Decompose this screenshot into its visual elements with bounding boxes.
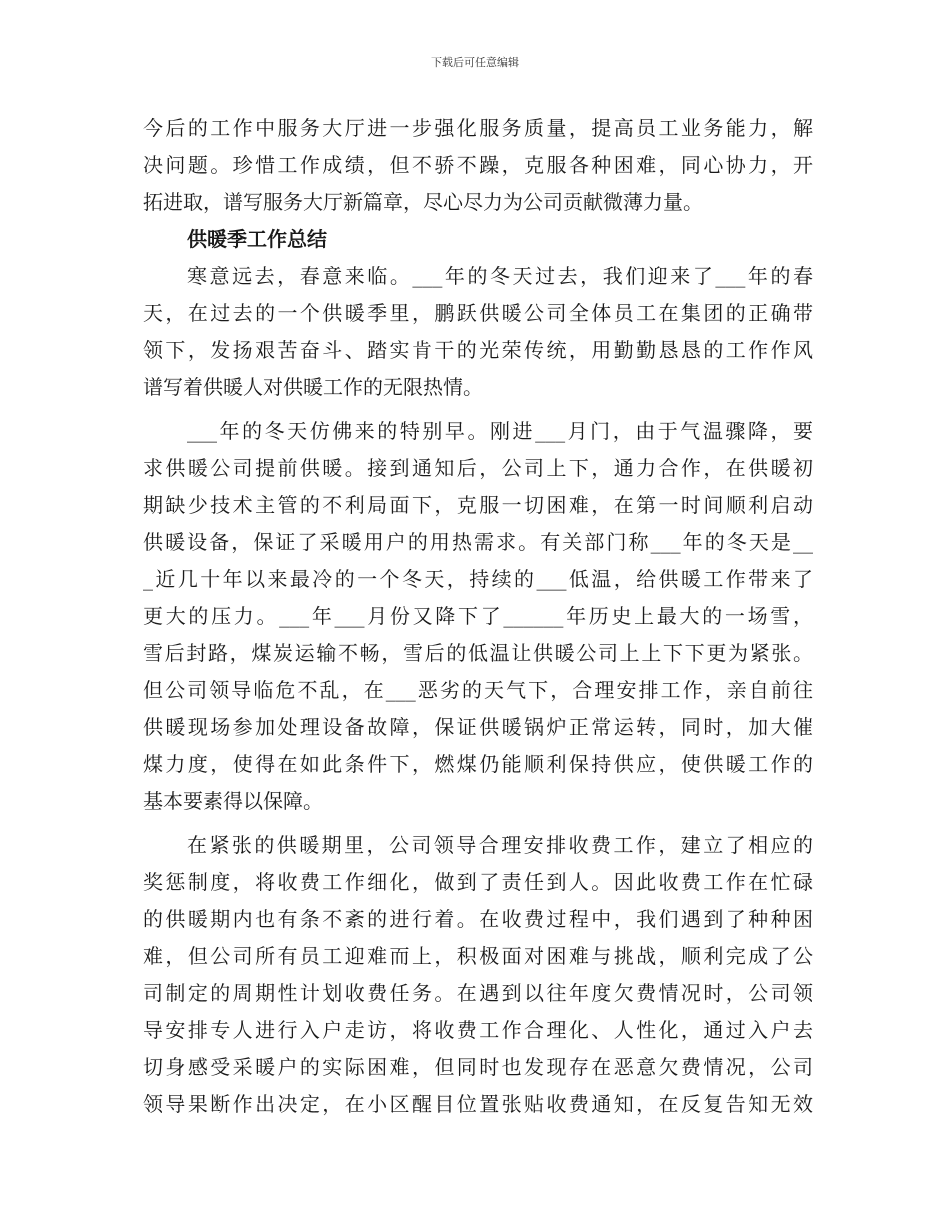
text-line: 司制定的周期性计划收费任务。在遇到以往年度欠费情况时，公司领 [143,981,813,1005]
text-line: 供暖现场参加处理设备故障，保证供暖锅炉正常运转，同时，加大催 [143,715,813,739]
section-title: 供暖季工作总结 [187,227,327,251]
paragraph-gap [143,820,813,827]
text-line: 供暖设备，保证了采暖用户的用热需求。有关部门称___年的冬天是__ [143,530,813,554]
text-line: 决问题。珍惜工作成绩，但不骄不躁，克服各种困难，同心协力，开 [143,153,813,177]
document-body [143,110,813,1123]
text-line: 在紧张的供暖期里，公司领导合理安排收费工作，建立了相应的 [187,833,813,857]
text-line: 煤力度，使得在如此条件下，燃煤仍能顺利保持供应，使供暖工作的 [143,752,813,776]
text-line: 拓进取，谱写服务大厅新篇章，尽心尽力为公司贡献微薄力量。 [143,190,703,214]
text-line: 基本要素得以保障。 [143,789,323,813]
text-line: ___年的冬天仿佛来的特别早。刚进___月门，由于气温骤降，要 [187,419,813,443]
page-header: 下载后可任意编辑 [431,56,519,69]
text-line: 期缺少技术主管的不利局面下，克服一切困难，在第一时间顺利启动 [143,493,813,517]
text-line: 求供暖公司提前供暖。接到通知后，公司上下，通力合作，在供暖初 [143,456,813,480]
text-line: 难，但公司所有员工迎难而上，积极面对困难与挑战，顺利完成了公 [143,944,813,968]
paragraph-gap [143,406,813,413]
text-line: 领导果断作出决定，在小区醒目位置张贴收费通知，在反复告知无效 [143,1092,813,1116]
text-line: 奖惩制度，将收费工作细化，做到了责任到人。因此收费工作在忙碌 [143,870,813,894]
text-line: _近几十年以来最冷的一个冬天，持续的___低温，给供暖工作带来了 [143,567,813,591]
text-line: 雪后封路，煤炭运输不畅，雪后的低温让供暖公司上上下下更为紧张。 [143,641,813,665]
text-line: 谱写着供暖人对供暖工作的无限热情。 [143,375,483,399]
text-line: 的供暖期内也有条不紊的进行着。在收费过程中，我们遇到了种种困 [143,907,813,931]
text-line: 导安排专人进行入户走访，将收费工作合理化、人性化，通过入户去 [143,1018,813,1042]
text-line: 更大的压力。___年___月份又降下了______年历史上最大的一场雪， [143,604,813,628]
text-line: 寒意远去，春意来临。___年的冬天过去，我们迎来了___年的春 [187,264,813,288]
text-line: 但公司领导临危不乱，在___恶劣的天气下，合理安排工作，亲自前往 [143,678,813,702]
text-line: 领下，发扬艰苦奋斗、踏实肯干的光荣传统，用勤勤恳恳的工作作风 [143,338,813,362]
text-line: 天，在过去的一个供暖季里，鹏跃供暖公司全体员工在集团的正确带 [143,301,813,325]
text-line: 今后的工作中服务大厅进一步强化服务质量，提高员工业务能力，解 [143,116,813,140]
text-line: 切身感受采暖户的实际困难，但同时也发现存在恶意欠费情况，公司 [143,1055,813,1079]
